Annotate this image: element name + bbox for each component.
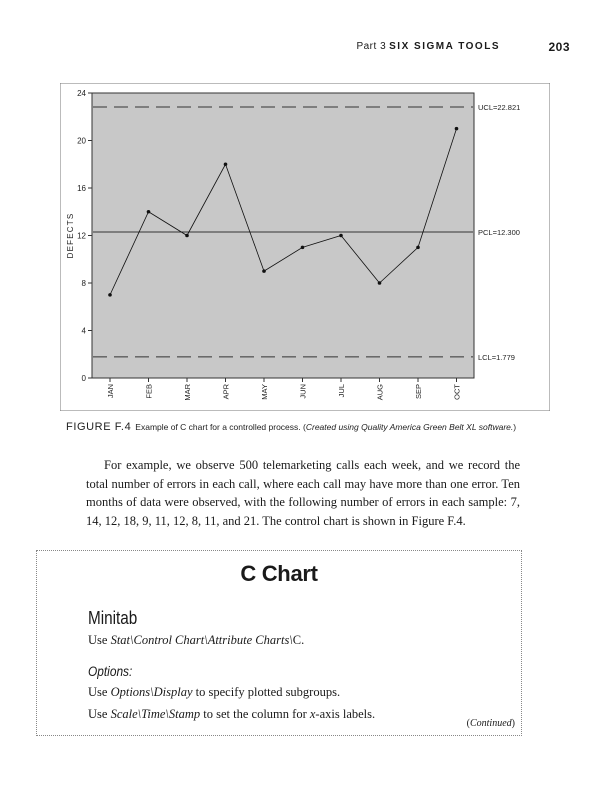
data-point: [224, 162, 228, 166]
box-subheading: Options:: [88, 663, 133, 679]
lcl-label: LCL=1.779: [478, 352, 515, 362]
box-line-2: Use Options\Display to specify plotted subgroups.: [88, 685, 341, 699]
y-tick-label: 8: [81, 279, 86, 288]
box-heading: Minitab: [88, 608, 138, 628]
y-tick-label: 24: [77, 89, 86, 98]
figure-label: FIGURE F.4: [66, 421, 132, 433]
x-tick-label: SEP: [414, 384, 423, 400]
x-tick-label: MAR: [183, 384, 192, 401]
y-tick-label: 20: [77, 136, 86, 146]
menu-path: Stat\Control Chart\Attribute Charts\: [110, 633, 293, 647]
data-point: [185, 234, 189, 238]
y-tick-label: 4: [81, 326, 86, 336]
minitab-box: [36, 550, 522, 736]
x-tick-label: APR: [221, 384, 231, 400]
running-head-section: SIX SIGMA TOOLS: [389, 41, 500, 52]
x-tick-label: MAY: [260, 384, 269, 400]
data-point: [108, 293, 112, 297]
running-head-part: Part 3 SIX SIGMA TOOLS: [356, 41, 500, 52]
box-title: C Chart: [240, 561, 318, 586]
data-point: [455, 127, 459, 131]
data-point: [147, 210, 151, 214]
menu-path: Options\Display: [110, 685, 193, 699]
x-tick-label: JUN: [298, 384, 308, 399]
caption-text: Example of C chart for a controlled process. (: [135, 422, 306, 432]
data-point: [416, 246, 420, 250]
y-tick-label: 16: [77, 184, 86, 193]
caption-close: ): [513, 422, 517, 432]
x-tick-label: AUG: [375, 384, 385, 401]
box-line-3: Use Scale\Time\Stamp to set the column for x-axis labels.: [88, 707, 376, 721]
body-paragraph: For example, we observe 500 telemarketing calls each week, and we record the total number of errors in each call, where each call may have more than one error. Ten months of data were observed, with the following number of errors in each sample: 7, 14, 12, 18, 9, 11, 12, 8, 11, and 21. The control chart is shown in Figure F.4.: [86, 458, 520, 528]
ucl-label: UCL=22.821: [478, 103, 521, 113]
data-point: [262, 269, 266, 273]
y-tick-label: 12: [77, 231, 86, 241]
data-point: [301, 246, 305, 250]
x-tick-label: JAN: [106, 384, 115, 399]
page-number: 203: [548, 40, 570, 54]
y-axis-label: DEFECTS: [66, 212, 75, 259]
menu-path: Scale\Time\Stamp: [110, 707, 201, 721]
pcl-label: PCL=12.300: [478, 227, 520, 237]
figure-caption: [66, 421, 566, 433]
continued-note: (Continued): [466, 718, 515, 729]
y-tick-label: 0: [81, 374, 86, 383]
plot-area: [92, 93, 474, 378]
data-point: [339, 234, 343, 238]
data-point: [378, 281, 382, 285]
running-head: [300, 40, 570, 56]
c-chart: [60, 83, 550, 411]
box-line-1: Use Stat\Control Chart\Attribute Charts\C.: [88, 633, 305, 647]
caption-source: Created using Quality America Green Belt XL software.: [305, 422, 514, 432]
x-tick-label: OCT: [452, 384, 462, 400]
x-tick-label: JUL: [337, 384, 346, 398]
x-tick-label: FEB: [144, 384, 154, 399]
